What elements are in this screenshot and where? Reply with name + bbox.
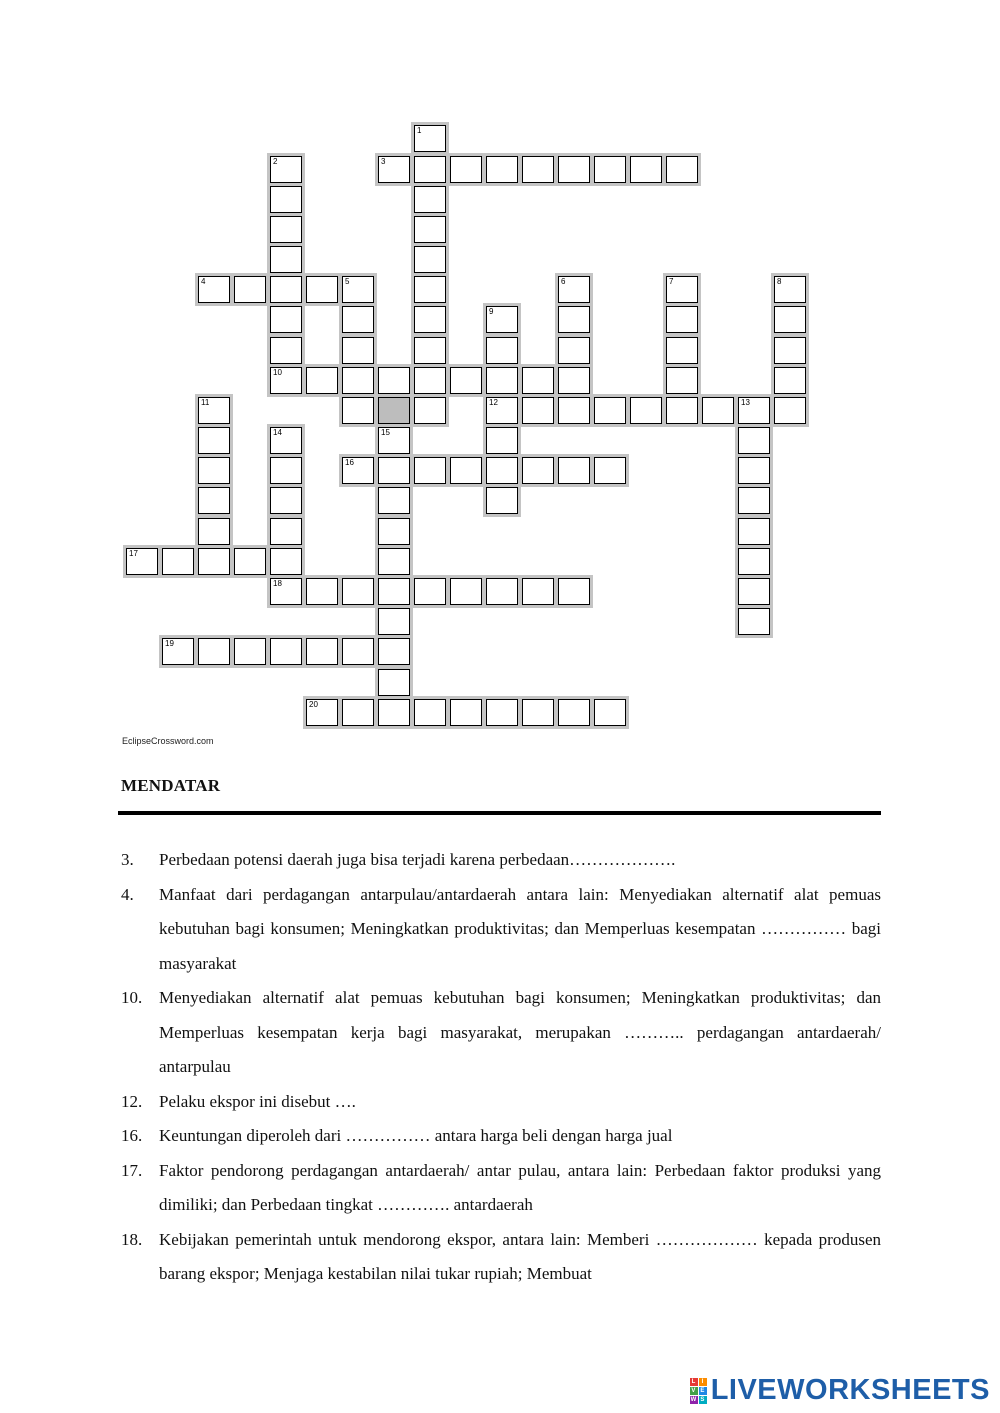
clue-number-label: 20 bbox=[309, 700, 318, 709]
clue-number-label: 15 bbox=[381, 428, 390, 437]
crossword-cell[interactable] bbox=[522, 397, 554, 424]
crossword-cell[interactable] bbox=[558, 578, 590, 605]
crossword-cell[interactable] bbox=[414, 457, 446, 484]
crossword-cell[interactable] bbox=[522, 699, 554, 726]
crossword-cell[interactable] bbox=[162, 638, 194, 665]
crossword-cell[interactable] bbox=[486, 427, 518, 454]
clue-text: Pelaku ekspor ini disebut …. bbox=[159, 1091, 356, 1111]
clue-number-label: 12 bbox=[489, 398, 498, 407]
crossword-cell[interactable] bbox=[522, 578, 554, 605]
brand-name: LIVEWORKSHEETS bbox=[710, 1374, 990, 1406]
crossword-cell[interactable] bbox=[162, 548, 194, 575]
clue-number: 17. bbox=[121, 1160, 143, 1180]
across-heading: MENDATAR bbox=[121, 776, 221, 795]
crossword-cell[interactable] bbox=[522, 367, 554, 394]
crossword-cell[interactable] bbox=[594, 699, 626, 726]
clue-item bbox=[121, 1223, 881, 1292]
crossword-cell[interactable] bbox=[486, 699, 518, 726]
clue-number-label: 3 bbox=[381, 157, 386, 166]
crossword-cell[interactable] bbox=[666, 306, 698, 333]
crossword-cell[interactable] bbox=[414, 156, 446, 183]
crossword-cell[interactable] bbox=[666, 337, 698, 364]
crossword-cell[interactable] bbox=[270, 186, 302, 213]
crossword-cell[interactable] bbox=[378, 548, 410, 575]
crossword-cell[interactable] bbox=[486, 156, 518, 183]
crossword-cell[interactable] bbox=[450, 156, 482, 183]
crossword-cell[interactable] bbox=[414, 306, 446, 333]
crossword-cell[interactable] bbox=[594, 156, 626, 183]
brand-mark-tile: I bbox=[699, 1378, 707, 1386]
crossword-cell[interactable] bbox=[378, 638, 410, 665]
clue-number: 18. bbox=[121, 1229, 143, 1249]
crossword-cell[interactable] bbox=[558, 699, 590, 726]
clue-number-label: 16 bbox=[345, 458, 354, 467]
clue-number-label: 7 bbox=[669, 277, 674, 286]
crossword-cell[interactable] bbox=[774, 337, 806, 364]
across-clue-list bbox=[121, 843, 881, 1292]
crossword-credit: EclipseCrossword.com bbox=[122, 736, 214, 746]
crossword-cell[interactable] bbox=[198, 427, 230, 454]
crossword-cell[interactable] bbox=[486, 367, 518, 394]
clue-text: Manfaat dari perdagangan antarpulau/antardaerah antara lain: Menyediakan alternatif alat pemuas kebutuhan bagi konsumen; Meningkatkan produktivitas; dan Memperluas kesempatan …………… bagi masyarakat bbox=[159, 884, 881, 973]
crossword-cell[interactable] bbox=[450, 699, 482, 726]
brand-mark-tile: L bbox=[691, 1378, 696, 1385]
crossword-cell[interactable] bbox=[486, 306, 518, 333]
crossword-cell[interactable] bbox=[486, 487, 518, 514]
clue-number-label: 13 bbox=[741, 398, 750, 407]
crossword-cell[interactable] bbox=[486, 457, 518, 484]
crossword-cell[interactable] bbox=[306, 367, 338, 394]
clue-number-label: 5 bbox=[345, 277, 350, 286]
crossword-cell[interactable] bbox=[774, 306, 806, 333]
brand-mark-tile: V bbox=[691, 1387, 696, 1394]
crossword-cell[interactable] bbox=[270, 156, 302, 183]
crossword-cell[interactable] bbox=[630, 397, 662, 424]
clue-item bbox=[121, 1085, 881, 1120]
crossword-cell[interactable] bbox=[558, 457, 590, 484]
clue-item bbox=[121, 981, 881, 1085]
clue-item bbox=[121, 1119, 881, 1154]
clue-number: 10. bbox=[121, 988, 143, 1007]
crossword-cell[interactable] bbox=[270, 457, 302, 484]
shaded-cell bbox=[378, 397, 410, 424]
crossword-cell[interactable] bbox=[270, 638, 302, 665]
crossword-cell[interactable] bbox=[774, 397, 806, 424]
crossword-cell[interactable] bbox=[378, 578, 410, 605]
crossword-cell[interactable] bbox=[342, 367, 374, 394]
crossword-cell[interactable] bbox=[198, 397, 230, 424]
crossword-cell[interactable] bbox=[378, 669, 410, 696]
crossword-cell[interactable] bbox=[378, 487, 410, 514]
crossword-cell[interactable] bbox=[198, 457, 230, 484]
clue-number: 16. bbox=[121, 1126, 143, 1145]
crossword-cell[interactable] bbox=[414, 367, 446, 394]
crossword-cell[interactable] bbox=[270, 427, 302, 454]
crossword-cell[interactable] bbox=[198, 548, 230, 575]
crossword-cell[interactable] bbox=[378, 427, 410, 454]
clue-item bbox=[121, 1154, 881, 1223]
clue-text: Kebijakan pemerintah untuk mendorong ekspor, antara lain: Memberi ……………… kepada produsen barang ekspor; Menjaga kestabilan nilai tukar rupiah; Membuat bbox=[159, 1229, 881, 1283]
crossword-cell[interactable] bbox=[414, 246, 446, 273]
crossword-cell[interactable] bbox=[558, 397, 590, 424]
clue-number-label: 1 bbox=[417, 126, 422, 135]
crossword-cell[interactable] bbox=[594, 397, 626, 424]
crossword-cell[interactable] bbox=[270, 306, 302, 333]
crossword-cell[interactable] bbox=[414, 337, 446, 364]
crossword-cell[interactable] bbox=[270, 276, 302, 303]
crossword-cell[interactable] bbox=[342, 306, 374, 333]
crossword-cell[interactable] bbox=[558, 337, 590, 364]
clue-number-label: 4 bbox=[201, 277, 206, 286]
crossword-cell[interactable] bbox=[270, 367, 302, 394]
crossword-cell[interactable] bbox=[306, 638, 338, 665]
crossword-cell[interactable] bbox=[270, 216, 302, 243]
crossword-cell[interactable] bbox=[414, 276, 446, 303]
brand-mark-icon bbox=[690, 1378, 707, 1404]
brand-mark-tile: E bbox=[700, 1387, 705, 1394]
crossword-cell[interactable] bbox=[666, 397, 698, 424]
clue-item bbox=[121, 878, 881, 982]
crossword-cell[interactable] bbox=[270, 518, 302, 545]
brand-mark-tile: S bbox=[700, 1396, 705, 1403]
crossword-cell[interactable] bbox=[666, 276, 698, 303]
crossword-cell[interactable] bbox=[630, 156, 662, 183]
clue-number-label: 6 bbox=[561, 277, 566, 286]
crossword-cell[interactable] bbox=[270, 337, 302, 364]
brand-logo bbox=[690, 1374, 990, 1407]
crossword-cell[interactable] bbox=[378, 518, 410, 545]
crossword-cell[interactable] bbox=[666, 156, 698, 183]
clue-number-label: 2 bbox=[273, 157, 278, 166]
crossword-cell[interactable] bbox=[558, 306, 590, 333]
crossword-cell[interactable] bbox=[234, 638, 266, 665]
clue-number: 12. bbox=[121, 1091, 143, 1111]
crossword-cell[interactable] bbox=[198, 487, 230, 514]
crossword-cell[interactable] bbox=[738, 397, 770, 424]
crossword-cell[interactable] bbox=[594, 457, 626, 484]
crossword-cell[interactable] bbox=[378, 156, 410, 183]
crossword-cell[interactable] bbox=[306, 699, 338, 726]
crossword-cell[interactable] bbox=[486, 337, 518, 364]
crossword-cell[interactable] bbox=[378, 457, 410, 484]
crossword-cell[interactable] bbox=[270, 578, 302, 605]
crossword-cell[interactable] bbox=[378, 699, 410, 726]
crossword-cell[interactable] bbox=[738, 487, 770, 514]
crossword-cell[interactable] bbox=[342, 276, 374, 303]
crossword-cell[interactable] bbox=[414, 216, 446, 243]
crossword-cell[interactable] bbox=[414, 578, 446, 605]
crossword-cell[interactable] bbox=[126, 548, 158, 575]
clue-text: Faktor pendorong perdagangan antardaerah/ antar pulau, antara lain: Perbedaan faktor produksi yang dimiliki; dan Perbedaan tingkat …………. antardaerah bbox=[159, 1160, 881, 1214]
clue-number-label: 17 bbox=[129, 549, 138, 558]
clue-number-label: 9 bbox=[489, 307, 494, 316]
crossword-cell[interactable] bbox=[738, 608, 770, 635]
crossword-cell[interactable] bbox=[270, 246, 302, 273]
clue-number-label: 10 bbox=[273, 368, 282, 377]
crossword-cell[interactable] bbox=[738, 427, 770, 454]
crossword-cell[interactable] bbox=[342, 337, 374, 364]
crossword-cell[interactable] bbox=[198, 638, 230, 665]
crossword-cell[interactable] bbox=[522, 156, 554, 183]
crossword-cell[interactable] bbox=[414, 125, 446, 152]
clue-text: Perbedaan potensi daerah juga bisa terjadi karena perbedaan………………. bbox=[159, 850, 676, 869]
clue-number-label: 8 bbox=[777, 277, 782, 286]
crossword-cell[interactable] bbox=[666, 367, 698, 394]
crossword-cell[interactable] bbox=[342, 578, 374, 605]
crossword-cell[interactable] bbox=[738, 578, 770, 605]
crossword-cell[interactable] bbox=[414, 397, 446, 424]
crossword-cell[interactable] bbox=[414, 186, 446, 213]
clue-number: 3. bbox=[121, 850, 134, 869]
crossword-cell[interactable] bbox=[342, 397, 374, 424]
crossword-cell[interactable] bbox=[486, 397, 518, 424]
crossword-cell[interactable] bbox=[702, 397, 734, 424]
clue-text: Keuntungan diperoleh dari …………… antara harga beli dengan harga jual bbox=[159, 1126, 673, 1145]
crossword-cell[interactable] bbox=[306, 578, 338, 605]
clue-text: Menyediakan alternatif alat pemuas kebutuhan bagi konsumen; Meningkatkan produktivitas; dan Memperluas kesempatan kerja bagi masyarakat, merupakan ……….. perdagangan antardaerah/ antarpulau bbox=[159, 988, 881, 1076]
crossword-cell[interactable] bbox=[198, 276, 230, 303]
crossword-cell[interactable] bbox=[558, 367, 590, 394]
crossword-cell[interactable] bbox=[558, 276, 590, 303]
crossword-cell[interactable] bbox=[378, 367, 410, 394]
crossword-cell[interactable] bbox=[414, 699, 446, 726]
clue-number-label: 11 bbox=[201, 398, 210, 407]
crossword-cell[interactable] bbox=[522, 457, 554, 484]
crossword-cell[interactable] bbox=[270, 548, 302, 575]
crossword-cell[interactable] bbox=[738, 457, 770, 484]
crossword-cell[interactable] bbox=[234, 548, 266, 575]
heading-divider bbox=[118, 811, 881, 815]
clue-item bbox=[121, 843, 881, 878]
crossword-cell[interactable] bbox=[342, 457, 374, 484]
crossword-cell[interactable] bbox=[378, 608, 410, 635]
crossword-cell[interactable] bbox=[270, 487, 302, 514]
crossword-cell[interactable] bbox=[342, 638, 374, 665]
crossword-cell[interactable] bbox=[342, 699, 374, 726]
crossword-cell[interactable] bbox=[450, 457, 482, 484]
brand-mark-tile: W bbox=[690, 1396, 697, 1403]
clue-number-label: 14 bbox=[273, 428, 282, 437]
clue-number: 4. bbox=[121, 884, 134, 904]
crossword-cell[interactable] bbox=[774, 276, 806, 303]
crossword-cell[interactable] bbox=[450, 367, 482, 394]
crossword-cell[interactable] bbox=[774, 367, 806, 394]
crossword-cell[interactable] bbox=[558, 156, 590, 183]
crossword-cell[interactable] bbox=[738, 548, 770, 575]
clue-number-label: 18 bbox=[273, 579, 282, 588]
crossword-cell[interactable] bbox=[486, 578, 518, 605]
crossword-cell[interactable] bbox=[450, 578, 482, 605]
crossword-cell[interactable] bbox=[738, 518, 770, 545]
crossword-cell[interactable] bbox=[198, 518, 230, 545]
crossword-cell[interactable] bbox=[234, 276, 266, 303]
clue-number-label: 19 bbox=[165, 639, 174, 648]
crossword-cell[interactable] bbox=[306, 276, 338, 303]
